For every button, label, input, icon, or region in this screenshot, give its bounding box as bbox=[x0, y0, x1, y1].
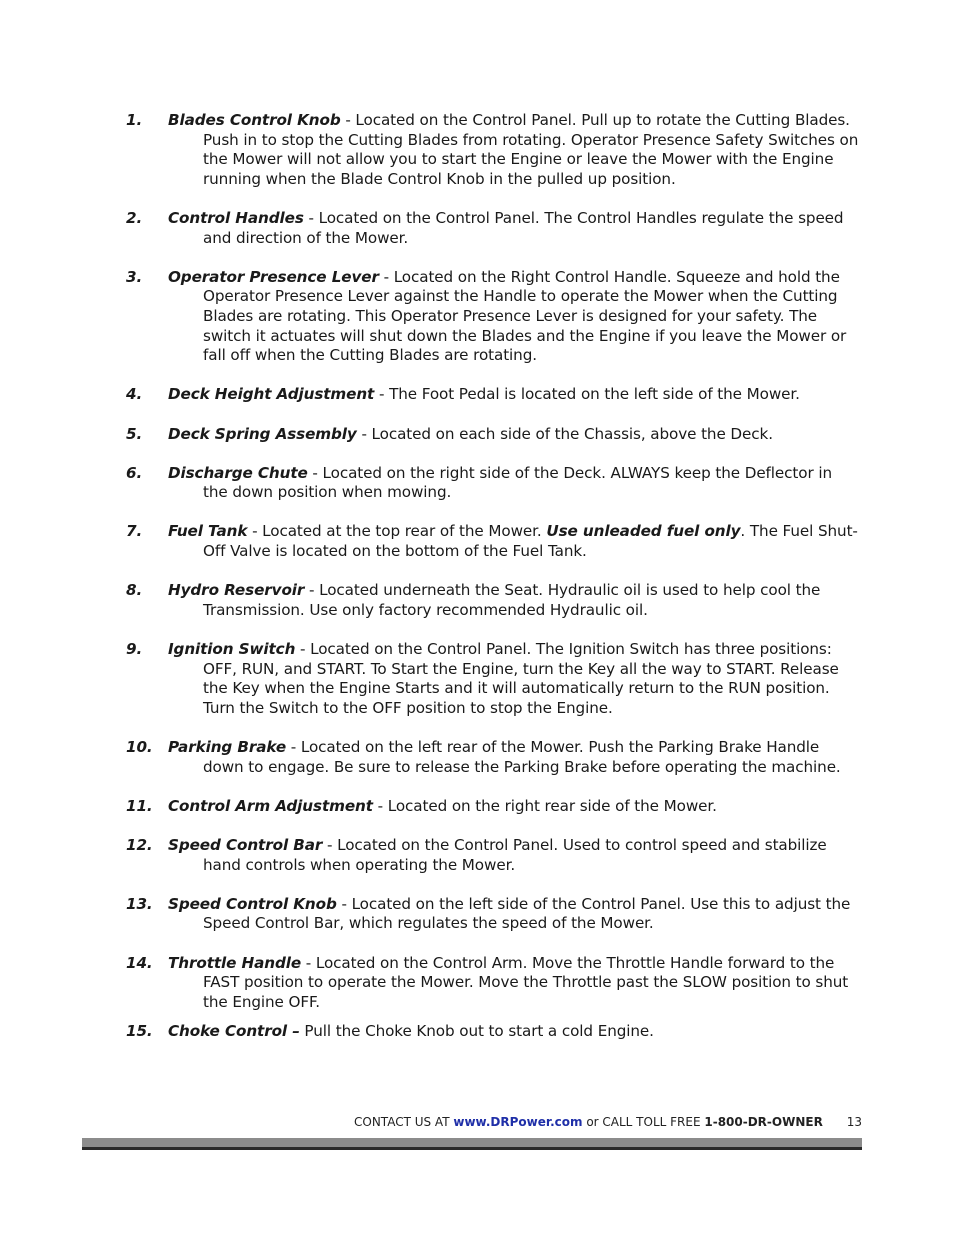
list-item bbox=[126, 836, 861, 875]
list-item bbox=[126, 425, 861, 445]
item-number: 10. bbox=[126, 738, 153, 756]
item-description: - Located on the right rear side of the Mower. bbox=[372, 796, 717, 815]
item-term: Speed Control Knob bbox=[168, 894, 337, 913]
item-term: Operator Presence Lever bbox=[168, 267, 379, 286]
list-item bbox=[126, 1022, 861, 1042]
item-term: Hydro Reservoir bbox=[168, 581, 305, 600]
item-term: Discharge Chute bbox=[168, 463, 308, 482]
item-description: - Located on the Control Panel. The Control Handles regulate the speed and direction of the Mower. bbox=[203, 208, 844, 247]
item-number: 14. bbox=[126, 953, 153, 972]
item-description: - Located on the Right Control Handle. Squeeze and hold the Operator Presence Lever against the Handle to operate the Mower when the Cutting Blades are rotating. This Operator Presence Lever is designed for your safety. The switch it actuates will shut down the Blades and the Engine if you leave the Mower or fall off when the Cutting Blades are rotating. bbox=[203, 267, 847, 365]
list-item bbox=[126, 111, 861, 189]
item-term: Choke Control – bbox=[168, 1021, 300, 1040]
list-item bbox=[126, 209, 861, 248]
item-term: Fuel Tank bbox=[168, 522, 248, 541]
item-number: 5. bbox=[126, 424, 143, 443]
item-number: 9. bbox=[126, 640, 143, 659]
item-description: - Located on the Control Panel. The Ignition Switch has three positions: OFF, RUN, and START. To Start the Engine, turn the Key all the way to START. Release the Key when the Engine Starts and it will automatically return to the RUN position. Turn the Switch to the OFF position to stop the Engine. bbox=[203, 640, 839, 717]
item-number: 12. bbox=[126, 835, 153, 854]
item-number: 15. bbox=[126, 1021, 153, 1040]
item-term: Deck Height Adjustment bbox=[168, 385, 375, 404]
list-item bbox=[126, 522, 861, 561]
contact-prefix: CONTACT US AT bbox=[354, 1115, 454, 1129]
item-description: - Located on the left side of the Control Panel. Use this to adjust the Speed Control Bar, which regulates the speed of the Mower. bbox=[203, 894, 851, 933]
item-description: Pull the Choke Knob out to start a cold Engine. bbox=[299, 1021, 654, 1040]
item-number: 6. bbox=[126, 463, 143, 482]
list-item bbox=[126, 895, 861, 934]
item-number: 1. bbox=[126, 111, 143, 129]
item-number: 11. bbox=[126, 796, 153, 815]
item-term: Ignition Switch bbox=[168, 640, 296, 659]
item-description: - Located on the right side of the Deck. ALWAYS keep the Deflector in the down position when mowing. bbox=[203, 463, 832, 502]
item-number: 7. bbox=[126, 522, 143, 541]
item-number: 4. bbox=[126, 385, 143, 404]
list-item bbox=[126, 797, 861, 817]
item-description: - Located on the Control Panel. Used to control speed and stabilize hand controls when operating the Mower. bbox=[203, 835, 827, 874]
item-description: - Located at the top rear of the Mower. bbox=[247, 522, 547, 541]
item-number: 2. bbox=[126, 208, 143, 227]
item-description: - Located on the Control Panel. Pull up to rotate the Cutting Blades. Push in to stop the Cutting Blades from rotating. Operator Presence Safety Switches on the Mower will not allow you to start the Engine or leave the Mower with the Engine running when the Blade Control Knob in the pulled up position. bbox=[203, 111, 859, 188]
list-item bbox=[126, 954, 861, 1013]
item-term: Throttle Handle bbox=[168, 953, 302, 972]
website-link[interactable]: www.DRPower.com bbox=[453, 1115, 583, 1129]
call-text: or CALL TOLL FREE bbox=[582, 1115, 705, 1129]
list-item bbox=[126, 640, 861, 718]
footer-rule-dark bbox=[82, 1147, 862, 1150]
phone-number: 1-800-DR-OWNER bbox=[704, 1115, 823, 1129]
item-number: 13. bbox=[126, 894, 153, 913]
item-description: - Located on each side of the Chassis, above the Deck. bbox=[356, 424, 773, 443]
component-list bbox=[126, 111, 861, 1041]
item-number: 8. bbox=[126, 581, 143, 600]
contact-line bbox=[354, 1114, 823, 1130]
item-description: - Located underneath the Seat. Hydraulic oil is used to help cool the Transmission. Use only factory recommended Hydraulic oil. bbox=[203, 581, 821, 619]
list-item bbox=[126, 268, 861, 366]
item-term: Speed Control Bar bbox=[168, 835, 323, 854]
item-emphasis: Use unleaded fuel only bbox=[546, 522, 741, 541]
item-term: Deck Spring Assembly bbox=[168, 424, 357, 443]
list-item bbox=[126, 581, 861, 620]
item-description-continued: . The Fuel Shut-Off Valve is located on the bottom of the Fuel Tank. bbox=[203, 522, 858, 561]
footer-rule-gray bbox=[82, 1138, 862, 1147]
page-footer bbox=[82, 1114, 862, 1174]
list-item bbox=[126, 738, 861, 777]
list-item bbox=[126, 385, 861, 405]
list-item bbox=[126, 464, 861, 503]
item-number: 3. bbox=[126, 267, 143, 286]
item-description: - Located on the Control Arm. Move the Throttle Handle forward to the FAST position to operate the Mower. Move the Throttle past the SLOW position to shut the Engine OFF. bbox=[203, 953, 849, 1011]
page-number: 13 bbox=[846, 1115, 862, 1129]
item-description: - The Foot Pedal is located on the left side of the Mower. bbox=[374, 385, 800, 404]
item-term: Parking Brake bbox=[168, 738, 287, 756]
item-description: - Located on the left rear of the Mower. Push the Parking Brake Handle down to engage. Be sure to release the Parking Brake before operating the machine. bbox=[203, 738, 841, 776]
item-term: Control Handles bbox=[168, 208, 304, 227]
item-term: Blades Control Knob bbox=[168, 111, 341, 129]
item-term: Control Arm Adjustment bbox=[168, 796, 373, 815]
